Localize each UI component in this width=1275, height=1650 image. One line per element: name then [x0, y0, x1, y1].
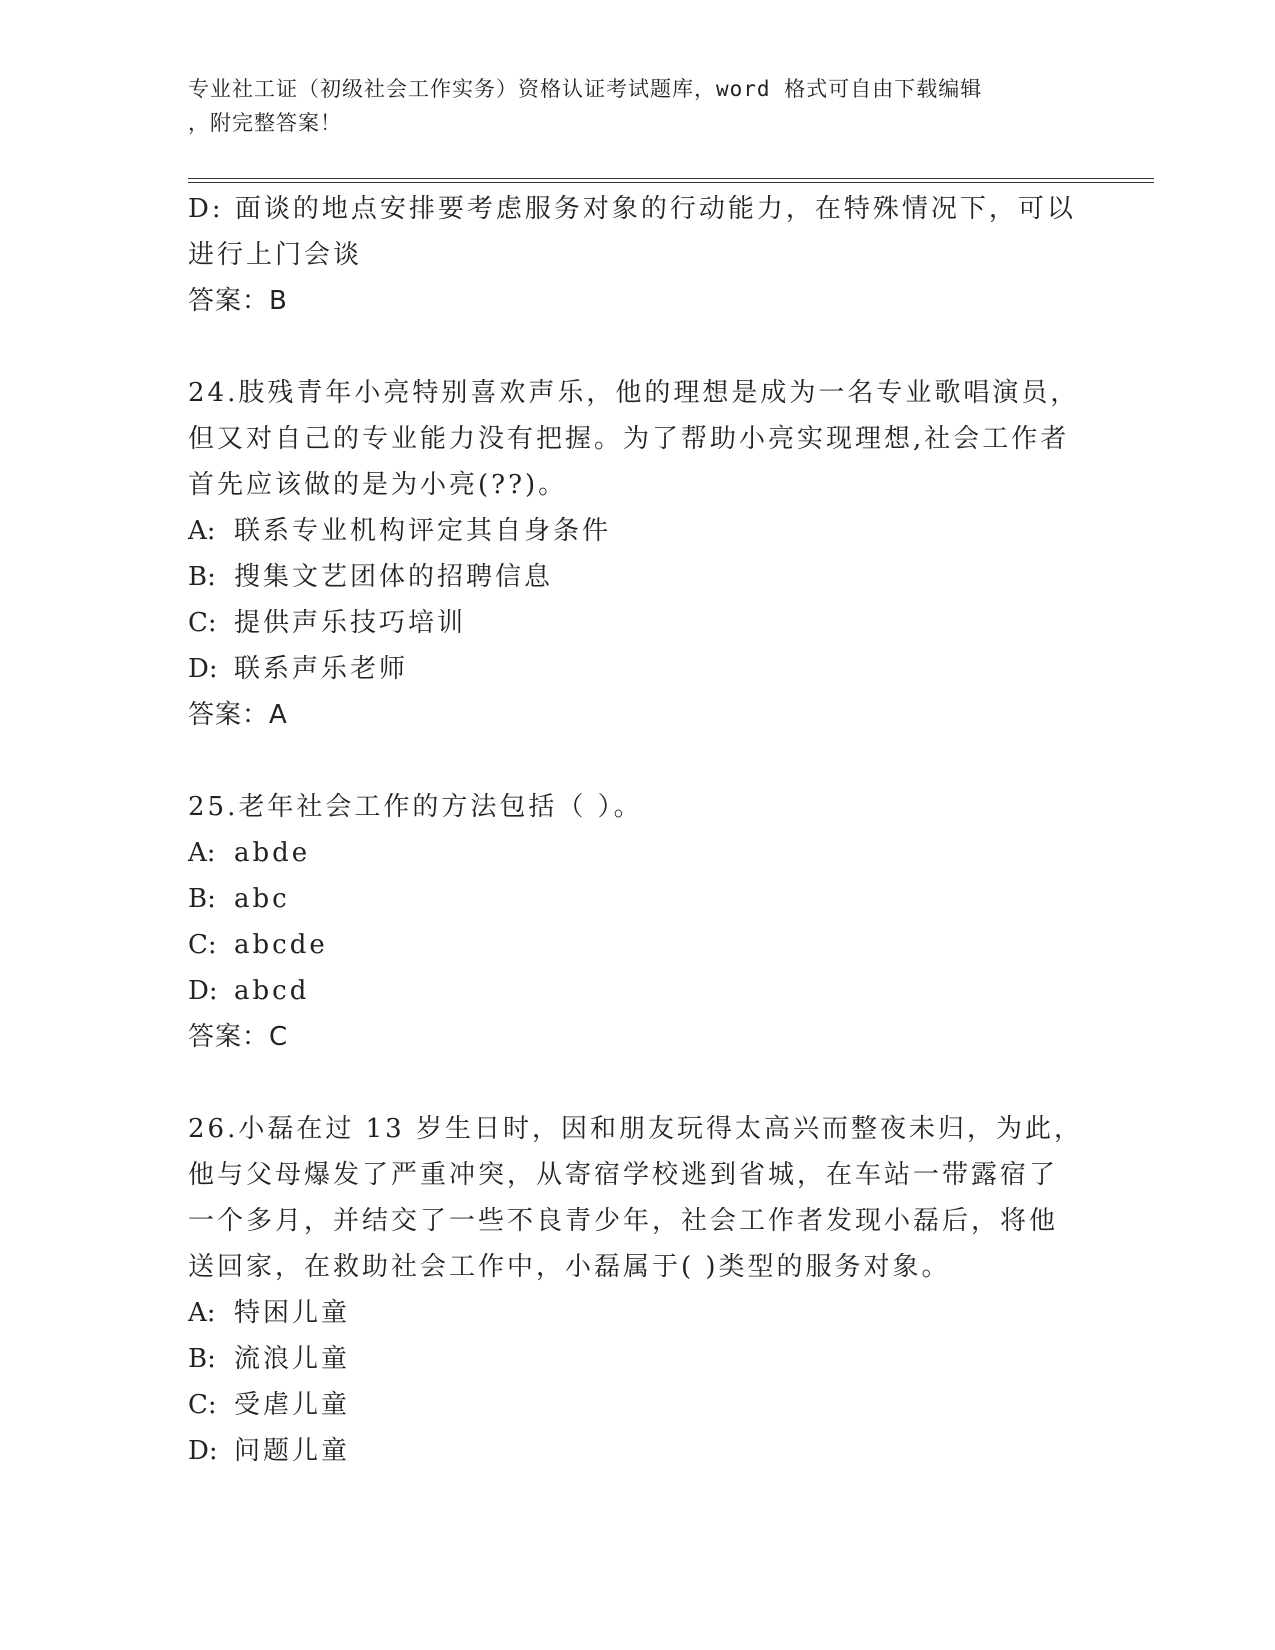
page-header: [188, 72, 1068, 140]
option-b: [188, 876, 1088, 922]
option-text: 问题儿童: [234, 1436, 351, 1466]
option-text: 提供声乐技巧培训: [234, 608, 467, 638]
option-text: abcd: [234, 976, 310, 1006]
question-stem-line: 一个多月，并结交了一些不良青少年，社会工作者发现小磊后，将他: [188, 1206, 1059, 1236]
option-key: D:: [188, 1436, 218, 1466]
option-key: C:: [188, 930, 217, 960]
option-b: [188, 1336, 1088, 1382]
option-key: A:: [188, 1298, 216, 1328]
option-c: [188, 600, 1088, 646]
question-stem-line: 25.老年社会工作的方法包括（ ）。: [188, 792, 643, 822]
question-26: [188, 1106, 1088, 1474]
option-key: D:: [188, 654, 218, 684]
option-key: B:: [188, 562, 216, 592]
option-text: 流浪儿童: [234, 1344, 351, 1374]
answer-line: 答案：B: [188, 286, 288, 316]
question-stem-line: 送回家，在救助社会工作中，小磊属于( )类型的服务对象。: [188, 1252, 951, 1282]
option-b: [188, 554, 1088, 600]
answer-line: 答案：A: [188, 700, 288, 730]
header-title-line1: 专业社工证（初级社会工作实务）资格认证考试题库，word 格式可自由下载编辑: [188, 77, 983, 101]
option-text: 联系声乐老师: [234, 654, 409, 684]
question-stem-line: 24.肢残青年小亮特别喜欢声乐，他的理想是成为一名专业歌唱演员，: [188, 378, 1080, 408]
option-key: B:: [188, 884, 216, 914]
option-key: D:: [188, 976, 218, 1006]
option-a: [188, 508, 1088, 554]
option-text: 受虐儿童: [234, 1390, 351, 1420]
option-a: [188, 830, 1088, 876]
question-24: [188, 370, 1088, 738]
option-c: [188, 1382, 1088, 1428]
option-text: 联系专业机构评定其自身条件: [234, 516, 612, 546]
question-stem-line: 26.小磊在过 13 岁生日时，因和朋友玩得太高兴而整夜未归，为此，: [188, 1114, 1083, 1144]
option-text: 特困儿童: [234, 1298, 351, 1328]
option-a: [188, 1290, 1088, 1336]
option-key: A:: [188, 516, 216, 546]
option-text: 搜集文艺团体的招聘信息: [234, 562, 554, 592]
header-title-line2: ，附完整答案！: [188, 111, 342, 135]
option-text: abcde: [234, 930, 328, 960]
option-key: C:: [188, 1390, 217, 1420]
option-d-line1: D: 面谈的地点安排要考虑服务对象的行动能力，在特殊情况下，可以: [188, 194, 1076, 224]
option-key: A:: [188, 838, 216, 868]
question-stem-line: 首先应该做的是为小亮(??)。: [188, 470, 568, 500]
option-key: B:: [188, 1344, 216, 1374]
option-c: [188, 922, 1088, 968]
answer-line: 答案：C: [188, 1022, 289, 1052]
header-double-rule: [188, 178, 1154, 183]
option-key: C:: [188, 608, 217, 638]
previous-question-tail: [188, 186, 1088, 324]
question-content: [188, 186, 1088, 1474]
option-d: [188, 646, 1088, 692]
option-text: abde: [234, 838, 311, 868]
option-d: [188, 1428, 1088, 1474]
question-stem-line: 他与父母爆发了严重冲突，从寄宿学校逃到省城，在车站一带露宿了: [188, 1160, 1059, 1190]
question-25: [188, 784, 1088, 1060]
option-d-line2: 进行上门会谈: [188, 240, 363, 270]
option-text: abc: [234, 884, 290, 914]
question-stem-line: 但又对自己的专业能力没有把握。为了帮助小亮实现理想,社会工作者: [188, 424, 1070, 454]
option-d: [188, 968, 1088, 1014]
